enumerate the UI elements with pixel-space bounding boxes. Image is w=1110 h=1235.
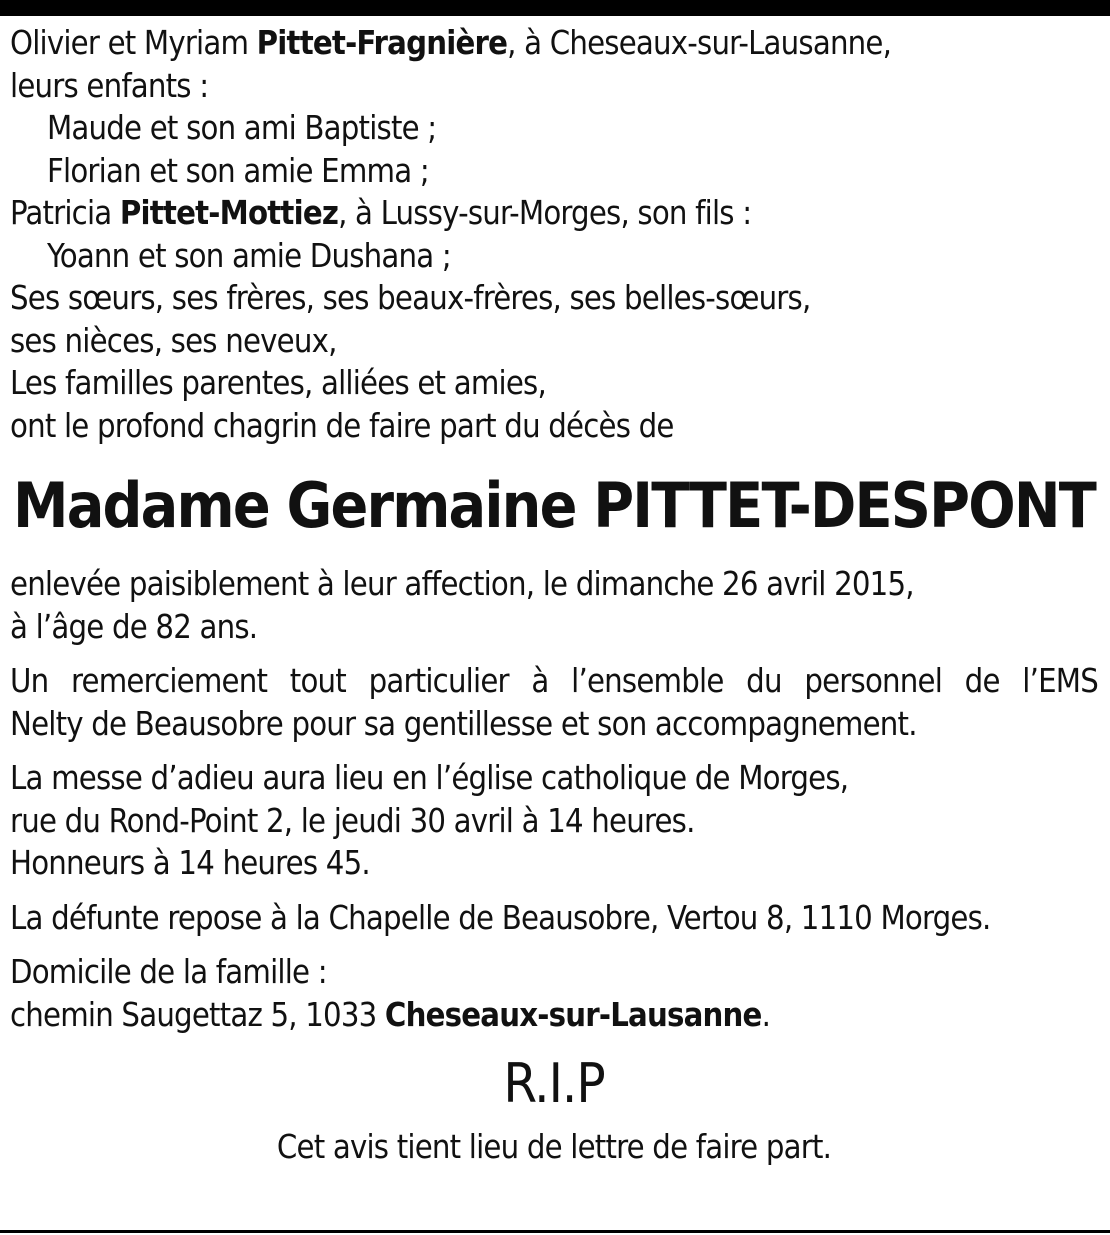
passing-line-2: à l’âge de 82 ans. [10, 607, 258, 646]
family-surname-2: Pittet-Mottiez [119, 194, 339, 232]
domicile-line-2: chemin Saugettaz 5, 1033 Cheseaux-sur-Lausanne. [10, 995, 771, 1034]
ceremony-paragraph [10, 757, 1098, 885]
rest-paragraph [10, 897, 1098, 940]
family-line-6: Yoann et son amie Dushana ; [47, 236, 451, 275]
family-line-1: Olivier et Myriam Pittet-Fragnière, à Cheseaux-sur-Lausanne, [10, 24, 892, 62]
top-border-rule [0, 0, 1110, 16]
passing-line-1: enlevée paisiblement à leur affection, le dimanche 26 avril 2015, [10, 565, 914, 603]
family-surname-1: Pittet-Fragnière [256, 24, 508, 62]
bottom-border-rule [0, 1230, 1110, 1233]
obituary-notice [10, 22, 1098, 1169]
deceased-name: Madame Germaine PITTET-DESPONT [12, 469, 1095, 542]
rip-text: R.I.P [503, 1052, 605, 1115]
rest-line: La défunte repose à la Chapelle de Beausobre, Vertou 8, 1110 Morges. [10, 898, 991, 937]
ceremony-line-1: La messe d’adieu aura lieu en l’église catholique de Morges, [10, 759, 849, 797]
family-line-7: Ses sœurs, ses frères, ses beaux-frères, ses belles-sœurs, [10, 279, 811, 317]
ceremony-line-2: rue du Rond-Point 2, le jeudi 30 avril à 14 heures. [10, 801, 695, 840]
family-line-8: ses nièces, ses neveux, [10, 321, 337, 360]
domicile-line-1: Domicile de la famille : [10, 953, 327, 991]
ceremony-line-3: Honneurs à 14 heures 45. [10, 844, 370, 882]
family-line-9: Les familles parentes, alliées et amies, [10, 364, 546, 402]
thanks-line-2: Nelty de Beausobre pour sa gentillesse et son accompagnement. [10, 704, 917, 743]
passing-paragraph [10, 563, 1098, 648]
closing-note: Cet avis tient lieu de lettre de faire part. [276, 1128, 832, 1166]
family-announcement [10, 22, 1098, 447]
domicile-paragraph [10, 951, 1098, 1036]
family-line-2: leurs enfants : [10, 66, 209, 105]
domicile-town: Cheseaux-sur-Lausanne [384, 995, 762, 1034]
family-line-3: Maude et son ami Baptiste ; [47, 109, 437, 147]
thanks-line-1: Un remerciement tout particulier à l’ensemble du personnel de l’EMS [10, 662, 1098, 700]
family-line-10: ont le profond chagrin de faire part du décès de [10, 406, 674, 445]
family-line-5: Patricia Pittet-Mottiez, à Lussy-sur-Morges, son fils : [10, 194, 752, 232]
family-line-4: Florian et son amie Emma ; [47, 151, 429, 190]
thanks-paragraph [10, 660, 1098, 745]
